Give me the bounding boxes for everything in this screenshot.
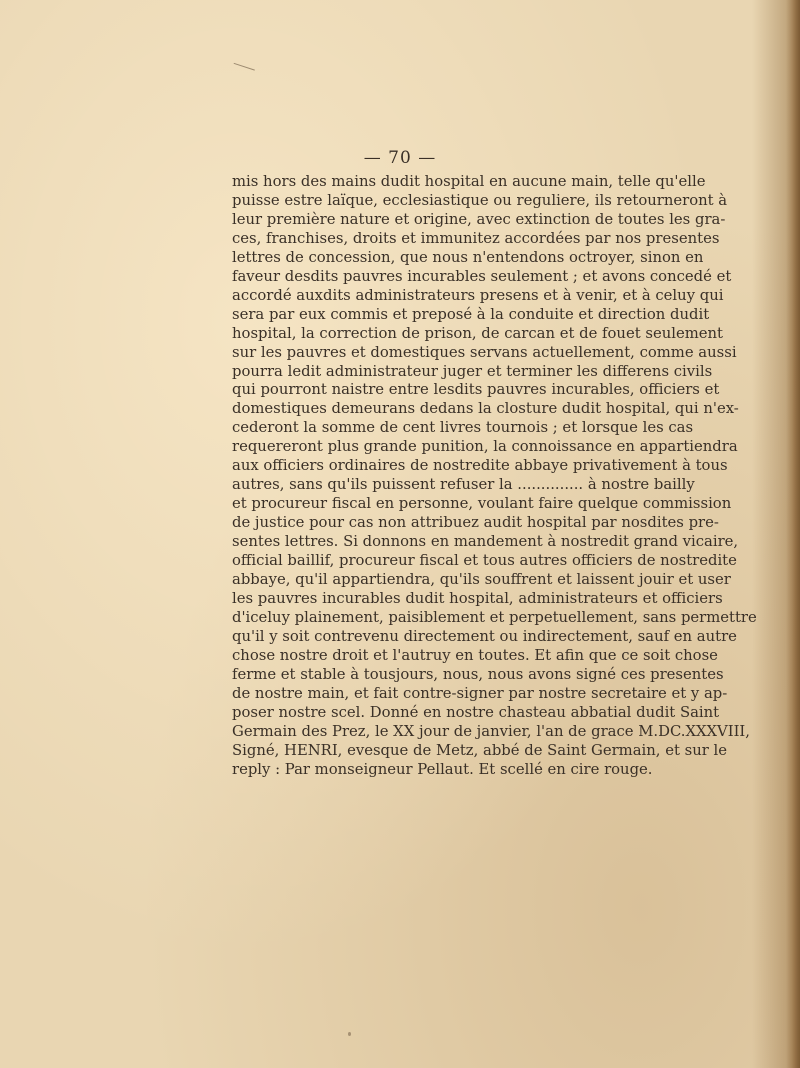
text-line: sentes lettres. Si donnons en mandement à nostredit grand vicaire, bbox=[232, 533, 739, 551]
text-line: poser nostre scel. Donné en nostre chasteau abbatial dudit Saint bbox=[232, 703, 720, 721]
text-line: de justice pour cas non attribuez audit hospital par nosdites pre- bbox=[232, 514, 719, 532]
text-line: aux officiers ordinaires de nostredite abbaye privativement à tous bbox=[232, 457, 728, 475]
text-line: reply : Par monseigneur Pellaut. Et scellé en cire rouge. bbox=[232, 760, 653, 778]
pencil-mark bbox=[231, 63, 255, 78]
text-line: d'iceluy plainement, paisiblement et perpetuellement, sans permettre bbox=[232, 608, 757, 626]
text-line: cederont la somme de cent livres tournois ; et lorsque les cas bbox=[232, 419, 694, 437]
text-line: leur première nature et origine, avec extinction de toutes les gra- bbox=[232, 210, 726, 228]
body-text bbox=[232, 173, 757, 780]
text-line: accordé auxdits administrateurs presens et à venir, et à celuy qui bbox=[232, 286, 724, 304]
text-line: sera par eux commis et preposé à la conduite et direction dudit bbox=[232, 305, 710, 323]
text-line: autres, sans qu'ils puissent refuser la .............. à nostre bailly bbox=[232, 476, 695, 494]
text-line: qui pourront naistre entre lesdits pauvres incurables, officiers et bbox=[232, 381, 720, 399]
text-line: requereront plus grande punition, la connoissance en appartiendra bbox=[232, 438, 738, 456]
text-line: official baillif, procureur fiscal et tous autres officiers de nostredite bbox=[232, 552, 737, 570]
text-line: ces, franchises, droits et immunitez accordées par nos presentes bbox=[232, 229, 720, 247]
text-line: pourra ledit administrateur juger et terminer les differens civils bbox=[232, 362, 713, 380]
text-line: et procureur fiscal en personne, voulant faire quelque commission bbox=[232, 495, 732, 513]
text-line: puisse estre laïque, ecclesiastique ou reguliere, ils retourneront à bbox=[232, 191, 728, 209]
text-line: les pauvres incurables dudit hospital, administrateurs et officiers bbox=[232, 589, 723, 607]
text-line: mis hors des mains dudit hospital en aucune main, telle qu'elle bbox=[232, 173, 706, 190]
text-line: hospital, la correction de prison, de carcan et de fouet seulement bbox=[232, 324, 724, 342]
paper-speck bbox=[348, 1032, 351, 1036]
text-line: Signé, HENRI, evesque de Metz, abbé de Saint Germain, et sur le bbox=[232, 741, 727, 759]
text-line: qu'il y soit contrevenu directement ou indirectement, sauf en autre bbox=[232, 627, 737, 645]
text-line: ferme et stable à tousjours, nous, nous avons signé ces presentes bbox=[232, 665, 724, 683]
text-line: chose nostre droit et l'autruy en toutes. Et afin que ce soit chose bbox=[232, 646, 718, 664]
page-number: — 70 — bbox=[363, 148, 437, 168]
text-line: lettres de concession, que nous n'entendons octroyer, sinon en bbox=[232, 248, 704, 266]
text-line: sur les pauvres et domestiques servans actuellement, comme aussi bbox=[232, 343, 737, 361]
text-line: de nostre main, et fait contre-signer par nostre secretaire et y ap- bbox=[232, 684, 728, 702]
text-line: abbaye, qu'il appartiendra, qu'ils souffrent et laissent jouir et user bbox=[232, 571, 731, 589]
text-line: Germain des Prez, le XX jour de janvier, l'an de grace M.DC.XXXVIII, bbox=[232, 722, 750, 740]
text-line: domestiques demeurans dedans la closture dudit hospital, qui n'ex- bbox=[232, 400, 739, 418]
text-line: faveur desdits pauvres incurables seulement ; et avons concedé et bbox=[232, 267, 732, 285]
